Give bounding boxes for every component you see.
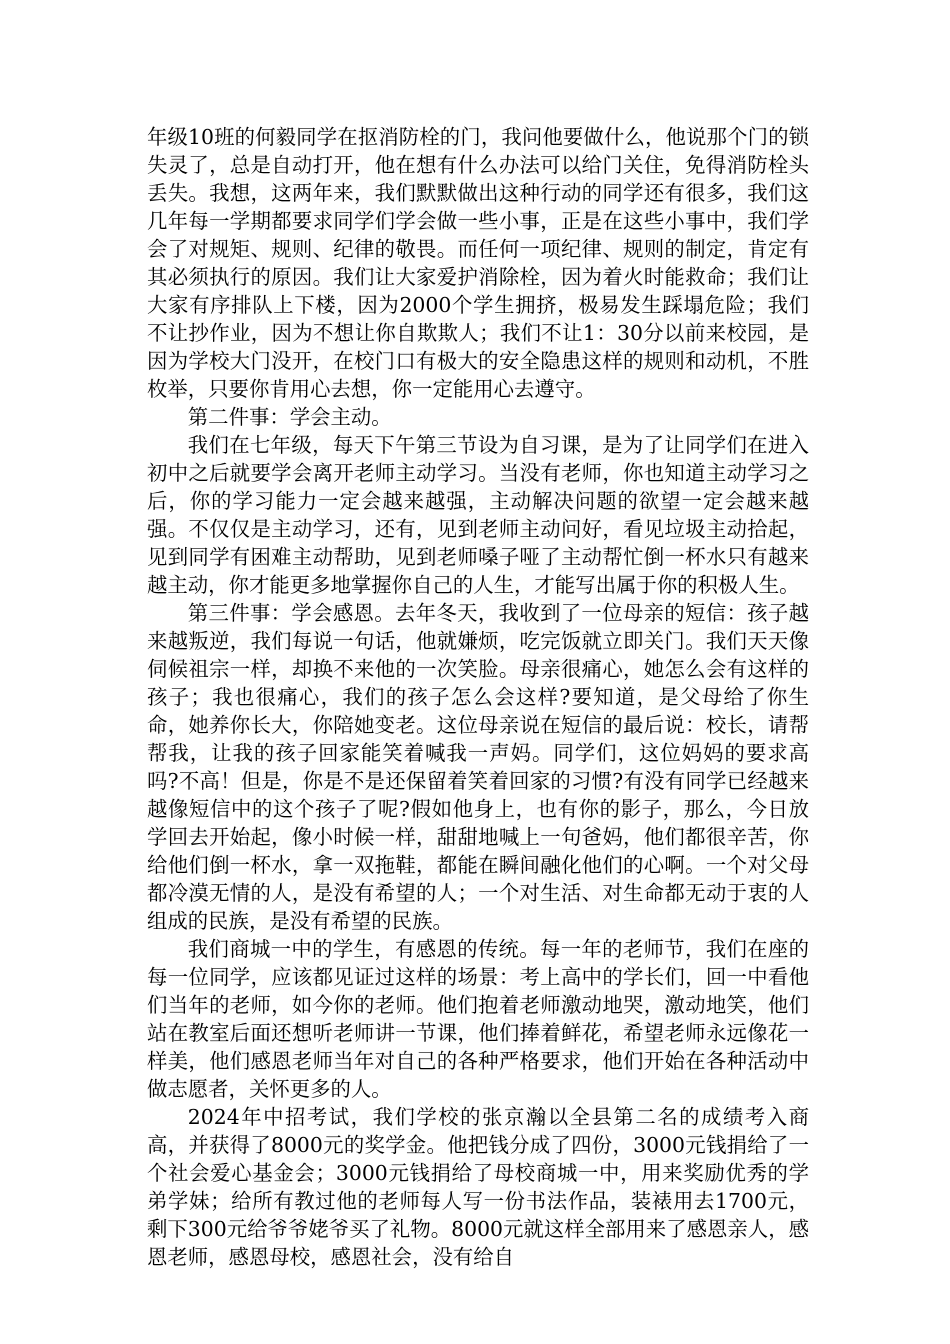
paragraph-initiative: 我们在七年级，每天下午第三节设为自习课，是为了让同学们在进入初中之后就要学会离开老师主动学习。当没有老师，你也知道主动学习之后，你的学习能力一定会越来越强，主动解决问题的欲望一定会越来越强。不仅仅是主动学习，还有，见到老师主动问好，看见垃圾主动拾起，见到同学有困难主动帮助，见到老师嗓子哑了主动帮忙倒一杯水只有越来越主动，你才能更多地掌握你自己的人生，才能写出属于你的积极人生。 bbox=[147, 433, 809, 597]
paragraph-school-tradition: 我们商城一中的学生，有感恩的传统。每一年的老师节，我们在座的每一位同学，应该都见证过这样的场景：考上高中的学长们，回一中看他们当年的老师，如今你的老师。他们抱着老师激动地哭，激动地笑，他们站在教室后面还想听老师讲一节课，他们捧着鲜花，希望老师永远像花一样美，他们感恩老师当年对自己的各种严格要求，他们开始在各种活动中做志愿者，关怀更多的人。 bbox=[147, 937, 809, 1101]
paragraph-rules: 年级10班的何毅同学在抠消防栓的门，我问他要做什么，他说那个门的锁失灵了，总是自动打开，他在想有什么办法可以给门关住，免得消防栓头丢失。我想，这两年来，我们默默做出这种行动的同学还有很多，我们这几年每一学期都要求同学们学会做一些小事，正是在这些小事中，我们学会了对规矩、规则、纪律的敬畏。而任何一项纪律、规则的制定，肯定有其必须执行的原因。我们让大家爱护消除栓，因为着火时能救命；我们让大家有序排队上下楼，因为2000个学生拥挤，极易发生踩塌危险；我们不让抄作业，因为不想让你自欺欺人；我们不让1：30分以前来校园，是因为学校大门没开，在校门口有极大的安全隐患这样的规则和动机，不胜枚举，只要你肯用心去想，你一定能用心去遵守。 bbox=[147, 125, 809, 401]
paragraph-scholarship: 2024年中招考试，我们学校的张京瀚以全县第二名的成绩考入商高，并获得了8000元的奖学金。他把钱分成了四份，3000元钱捐给了一个社会爱心基金会；3000元钱捐给了母校商城一中，用来奖励优秀的学弟学妹；给所有教过他的老师每人写一份书法作品，装裱用去1700元，剩下300元给爷爷姥爷买了礼物。8000元就这样全部用来了感恩亲人，感恩老师，感恩母校，感恩社会，没有给自 bbox=[147, 1105, 809, 1269]
heading-second-thing: 第二件事：学会主动。 bbox=[187, 405, 392, 429]
document-page bbox=[147, 123, 809, 1271]
paragraph-gratitude: 第三件事：学会感恩。去年冬天，我收到了一位母亲的短信：孩子越来越叛逆，我们每说一句话，他就嫌烦，吃完饭就立即关门。我们天天像伺候祖宗一样，却换不来他的一次笑脸。母亲很痛心，她怎么会有这样的孩子；我也很痛心，我们的孩子怎么会这样?要知道，是父母给了你生命，她养你长大，你陪她变老。这位母亲说在短信的最后说：校长，请帮帮我，让我的孩子回家能笑着喊我一声妈。同学们，这位妈妈的要求高吗?不高！但是，你是不是还保留着笑着回家的习惯?有没有同学已经越来越像短信中的这个孩子了呢?假如他身上，也有你的影子，那么，今日放学回去开始起，像小时候一样，甜甜地喊上一句爸妈，他们都很辛苦，你给他们倒一杯水，拿一双拖鞋，都能在瞬间融化他们的心啊。一个对父母都冷漠无情的人，是没有希望的人；一个对生活、对生命都无动于衷的人组成的民族，是没有希望的民族。 bbox=[147, 601, 809, 933]
